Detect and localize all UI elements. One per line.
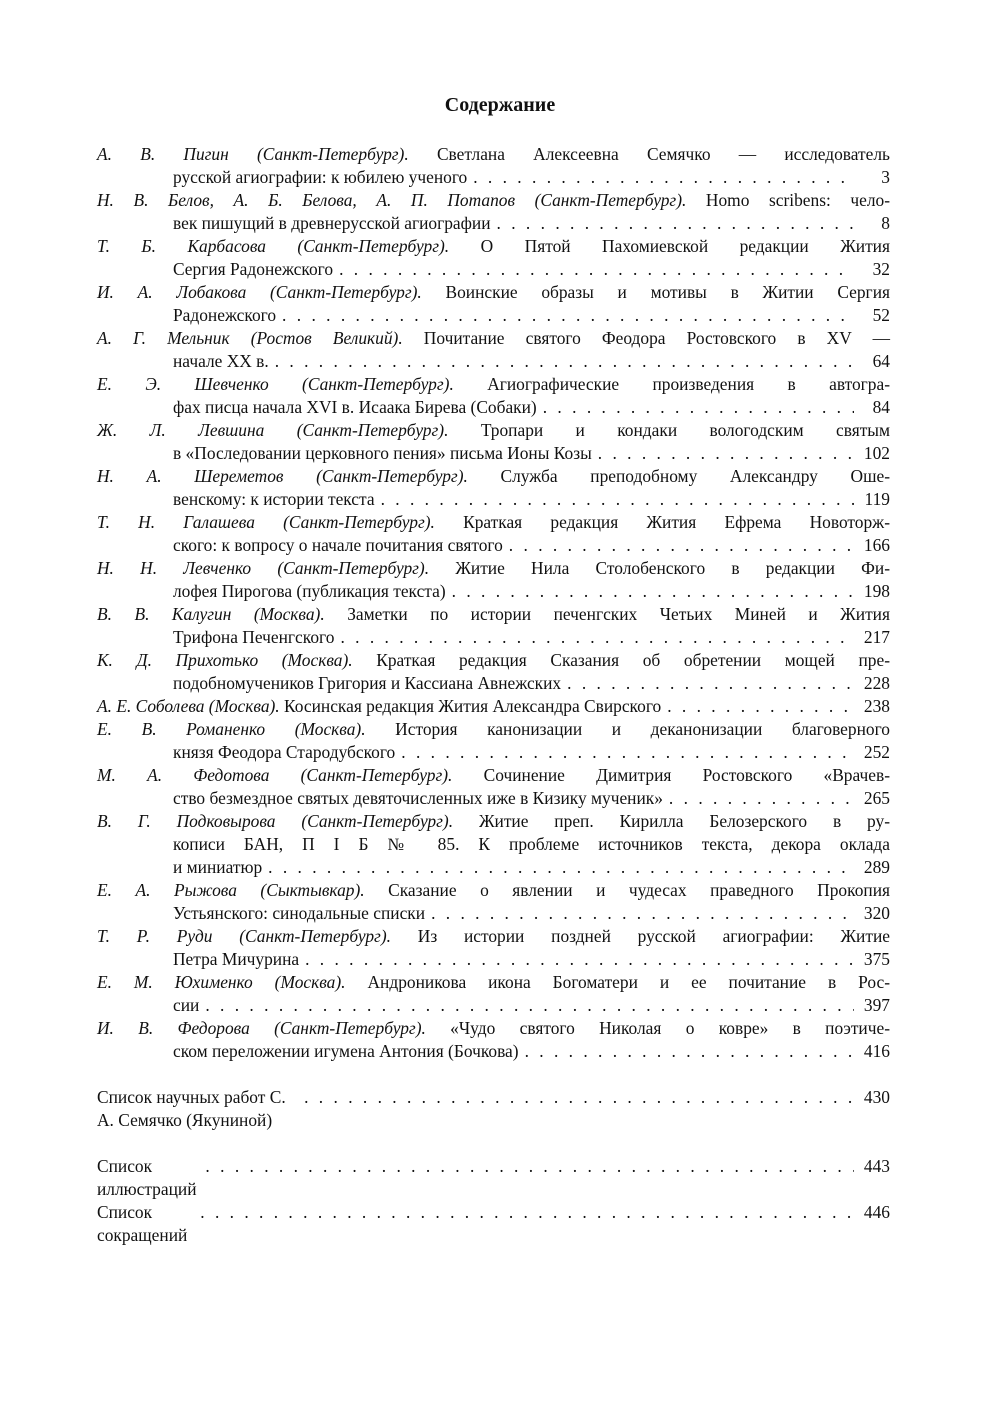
toc-line [97, 856, 890, 879]
extra-label: Список сокращений [97, 1202, 188, 1245]
toc-entry[interactable] [97, 281, 890, 327]
entry-title-continued: и миниатюр [173, 857, 263, 877]
entry-author: Т. Б. Карбасова (Санкт-Петербург). [97, 236, 450, 256]
entry-author: М. А. Федотова (Санкт-Петербург). [97, 765, 453, 785]
entry-title: Homo scribens: чело- [705, 190, 890, 210]
entry-title-continued: век пишущий в древнерусской агиографии [173, 213, 491, 233]
toc-line [97, 741, 890, 764]
entry-page-number: 102 [863, 443, 890, 463]
toc-entry[interactable] [97, 189, 890, 235]
entry-page-number: 265 [863, 788, 890, 808]
entry-author: В. В. Калугин (Москва). [97, 604, 325, 624]
entry-author: Т. Р. Руди (Санкт-Петербург). [97, 926, 391, 946]
table-of-contents [97, 143, 890, 1247]
dot-leader [567, 672, 854, 695]
dot-leader [205, 994, 854, 1017]
entry-title-continued: начале XX в. [173, 351, 269, 371]
toc-entry[interactable] [97, 419, 890, 465]
toc-line [97, 1017, 890, 1040]
entry-page-number: 166 [863, 535, 890, 555]
extra-page-number: 443 [863, 1156, 890, 1176]
dot-leader [473, 166, 854, 189]
entry-title: Воинские образы и мотивы в Житии Сергия [445, 282, 890, 302]
entry-title: Заметки по истории печенгских Четьих Миней и Жития [347, 604, 890, 624]
entry-author: И. А. Лобакова (Санкт-Петербург). [97, 282, 422, 302]
toc-entry[interactable] [97, 603, 890, 649]
dot-leader [275, 350, 854, 373]
toc-line [97, 672, 890, 695]
toc-entry[interactable] [97, 373, 890, 419]
entry-page-number: 84 [872, 397, 890, 417]
entry-title-continued: ского: к вопросу о начале почитания святого [173, 535, 503, 555]
entry-title: Житие Нила Столобенского в редакции Фи- [455, 558, 890, 578]
entry-page-number: 119 [864, 489, 890, 509]
toc-entry[interactable] [97, 764, 890, 810]
entry-title: Агиографические произведения в автогра- [487, 374, 890, 394]
entry-author: В. Г. Подковырова (Санкт-Петербург). [97, 811, 454, 831]
dot-leader [381, 488, 854, 511]
extra-page-number: 430 [863, 1087, 890, 1107]
toc-entry[interactable] [97, 925, 890, 971]
toc-line [97, 258, 890, 281]
entry-title-continued: в «Последовании церковного пения» письма Ионы Козы [173, 443, 592, 463]
dot-leader [509, 534, 854, 557]
dot-leader [205, 1155, 854, 1178]
toc-line [97, 603, 890, 626]
entry-author: Н. Н. Левченко (Санкт-Петербург). [97, 558, 430, 578]
extra-label: Список научных работ С. А. Семячко (Якуниной) [97, 1087, 286, 1130]
entry-page-number: 32 [872, 259, 890, 279]
dot-leader [340, 626, 854, 649]
toc-line [97, 879, 890, 902]
entry-title-continued: кописи БАН, П I Б № 85. К проблеме источников текста, декора оклада [173, 834, 890, 854]
dot-leader [543, 396, 854, 419]
entry-title-continued: венскому: к истории текста [173, 489, 375, 509]
entry-page-number: 289 [863, 857, 890, 877]
entry-page-number: 64 [872, 351, 890, 371]
toc-line [97, 626, 890, 649]
entry-page-number: 198 [863, 581, 890, 601]
toc-entry[interactable] [97, 718, 890, 764]
entry-author: Н. В. Белов, А. Б. Белова, А. П. Потапов (Санкт-Петербург). [97, 190, 687, 210]
entry-page-number: 252 [863, 742, 890, 762]
entry-title-continued: ском переложении игумена Антония (Бочкова) [173, 1041, 519, 1061]
toc-line [97, 695, 890, 718]
toc-entry[interactable] [97, 879, 890, 925]
toc-entry[interactable] [97, 695, 890, 718]
entry-author: А. Г. Мельник (Ростов Великий). [97, 328, 403, 348]
toc-entry[interactable] [97, 1017, 890, 1063]
entry-title-continued: Радонежского [173, 305, 277, 325]
entry-title: «Чудо святого Николая о ковре» в поэтиче- [450, 1018, 890, 1038]
entry-author: Е. В. Романенко (Москва). [97, 719, 366, 739]
toc-line [97, 557, 890, 580]
entry-author: К. Д. Прихотько (Москва). [97, 650, 353, 670]
entry-page-number: 238 [863, 696, 890, 716]
toc-extra-entry[interactable] [97, 1086, 890, 1132]
toc-entry[interactable] [97, 511, 890, 557]
entry-title-continued: фах писца начала XVI в. Исаака Бирева (Собаки) [173, 397, 537, 417]
toc-entry[interactable] [97, 465, 890, 511]
entry-author: Н. А. Шереметов (Санкт-Петербург). [97, 466, 468, 486]
toc-line [97, 511, 890, 534]
toc-entry[interactable] [97, 810, 890, 879]
entry-title: Житие преп. Кирилла Белозерского в ру- [478, 811, 891, 831]
entry-author: И. В. Федорова (Санкт-Петербург). [97, 1018, 426, 1038]
dot-leader [282, 304, 854, 327]
toc-entry[interactable] [97, 649, 890, 695]
toc-line [97, 971, 890, 994]
toc-entry[interactable] [97, 143, 890, 189]
toc-extra-entry[interactable] [97, 1155, 890, 1201]
entry-author: Т. Н. Галашева (Санкт-Петербург). [97, 512, 435, 532]
entry-title: Сочинение Димитрия Ростовского «Врачев- [483, 765, 890, 785]
toc-line [97, 304, 890, 327]
toc-line [97, 787, 890, 810]
dot-leader [497, 212, 854, 235]
extra-page-number: 446 [863, 1202, 890, 1222]
dot-leader [401, 741, 854, 764]
entry-title-continued: подобномучеников Григория и Кассиана Авнежских [173, 673, 562, 693]
toc-line [97, 465, 890, 488]
dot-leader [431, 902, 854, 925]
toc-line [97, 166, 890, 189]
dot-leader [304, 1086, 854, 1109]
entry-page-number: 228 [863, 673, 890, 693]
toc-extra-entry[interactable] [97, 1201, 890, 1247]
entry-title-continued: князя Феодора Стародубского [173, 742, 396, 762]
dot-leader [305, 948, 854, 971]
entry-title: Служба преподобному Александру Оше- [500, 466, 890, 486]
entry-title-continued: Сергия Радонежского [173, 259, 334, 279]
page-title: Содержание [444, 94, 556, 116]
toc-line [97, 189, 890, 212]
toc-line [97, 373, 890, 396]
entry-title: О Пятой Пахомиевской редакции Жития [480, 236, 890, 256]
toc-entry[interactable] [97, 971, 890, 1017]
entry-title: Из истории поздней русской агиографии: Житие [417, 926, 890, 946]
toc-line [97, 948, 890, 971]
dot-leader [339, 258, 854, 281]
toc-line [97, 212, 890, 235]
toc-line [97, 143, 890, 166]
dot-leader [525, 1040, 854, 1063]
entry-page-number: 8 [881, 213, 890, 233]
entry-title: Андроникова икона Богоматери и ее почитание в Рос- [367, 972, 890, 992]
dot-leader [669, 787, 854, 810]
toc-line [97, 994, 890, 1017]
toc-entry[interactable] [97, 557, 890, 603]
entry-title-continued: сии [173, 995, 200, 1015]
dot-leader [598, 442, 854, 465]
toc-line [97, 649, 890, 672]
toc-line [97, 442, 890, 465]
toc-line [97, 396, 890, 419]
toc-line [97, 764, 890, 787]
entry-author: Ж. Л. Левшина (Санкт-Петербург). [97, 420, 449, 440]
entry-author: А. Е. Соболева (Москва). [97, 696, 280, 716]
toc-line [97, 488, 890, 511]
entry-page-number: 320 [863, 903, 890, 923]
entry-author: Е. М. Юхименко (Москва). [97, 972, 346, 992]
entry-title: Тропари и кондаки вологодским святым [480, 420, 890, 440]
toc-line [97, 281, 890, 304]
entry-title-continued: ство безмездное святых девяточисленных иже в Кизику мученик» [173, 788, 663, 808]
toc-line [97, 534, 890, 557]
entry-title-continued: лофея Пирогова (публикация текста) [173, 581, 446, 601]
dot-leader [667, 695, 854, 718]
entry-title: Сказание о явлении и чудесах праведного Прокопия [388, 880, 890, 900]
toc-line-text [97, 695, 661, 718]
entry-title: Косинская редакция Жития Александра Свирского [284, 696, 662, 716]
entry-page-number: 3 [881, 167, 890, 187]
toc-line [97, 235, 890, 258]
spacer [97, 1132, 890, 1155]
toc-line [97, 902, 890, 925]
toc-line [97, 580, 890, 603]
entry-title: Светлана Алексеевна Семячко — исследователь [436, 144, 890, 164]
toc-entry[interactable] [97, 327, 890, 373]
entry-title-continued: Устьянского: синодальные списки [173, 903, 426, 923]
entry-page-number: 375 [863, 949, 890, 969]
entry-page-number: 52 [872, 305, 890, 325]
dot-leader [452, 580, 854, 603]
dot-leader [200, 1201, 854, 1224]
entry-title: История канонизации и деканонизации благоверного [395, 719, 890, 739]
toc-line [97, 350, 890, 373]
entry-page-number: 416 [863, 1041, 890, 1061]
toc-entry[interactable] [97, 235, 890, 281]
entry-title: Почитание святого Феодора Ростовского в XV — [423, 328, 890, 348]
entry-title-continued: русской агиографии: к юбилею ученого [173, 167, 468, 187]
toc-line [97, 925, 890, 948]
entry-author: Е. А. Рыжова (Сыктывкар). [97, 880, 365, 900]
entry-title: Краткая редакция Жития Ефрема Новоторж- [463, 512, 890, 532]
entry-page-number: 397 [863, 995, 890, 1015]
entry-title: Краткая редакция Сказания об обретении мощей пре- [376, 650, 890, 670]
entry-title-continued: Трифона Печенгского [173, 627, 335, 647]
spacer [97, 1063, 890, 1086]
entry-title-continued: Петра Мичурина [173, 949, 300, 969]
dot-leader [268, 856, 854, 879]
entry-page-number: 217 [863, 627, 890, 647]
toc-line [97, 833, 890, 856]
toc-line [97, 810, 890, 833]
toc-line [97, 327, 890, 350]
entry-author: А. В. Пигин (Санкт-Петербург). [97, 144, 409, 164]
toc-line [97, 1040, 890, 1063]
extra-label: Список иллюстраций [97, 1156, 197, 1199]
entry-author: Е. Э. Шевченко (Санкт-Петербург). [97, 374, 454, 394]
toc-line [97, 718, 890, 741]
toc-line [97, 419, 890, 442]
